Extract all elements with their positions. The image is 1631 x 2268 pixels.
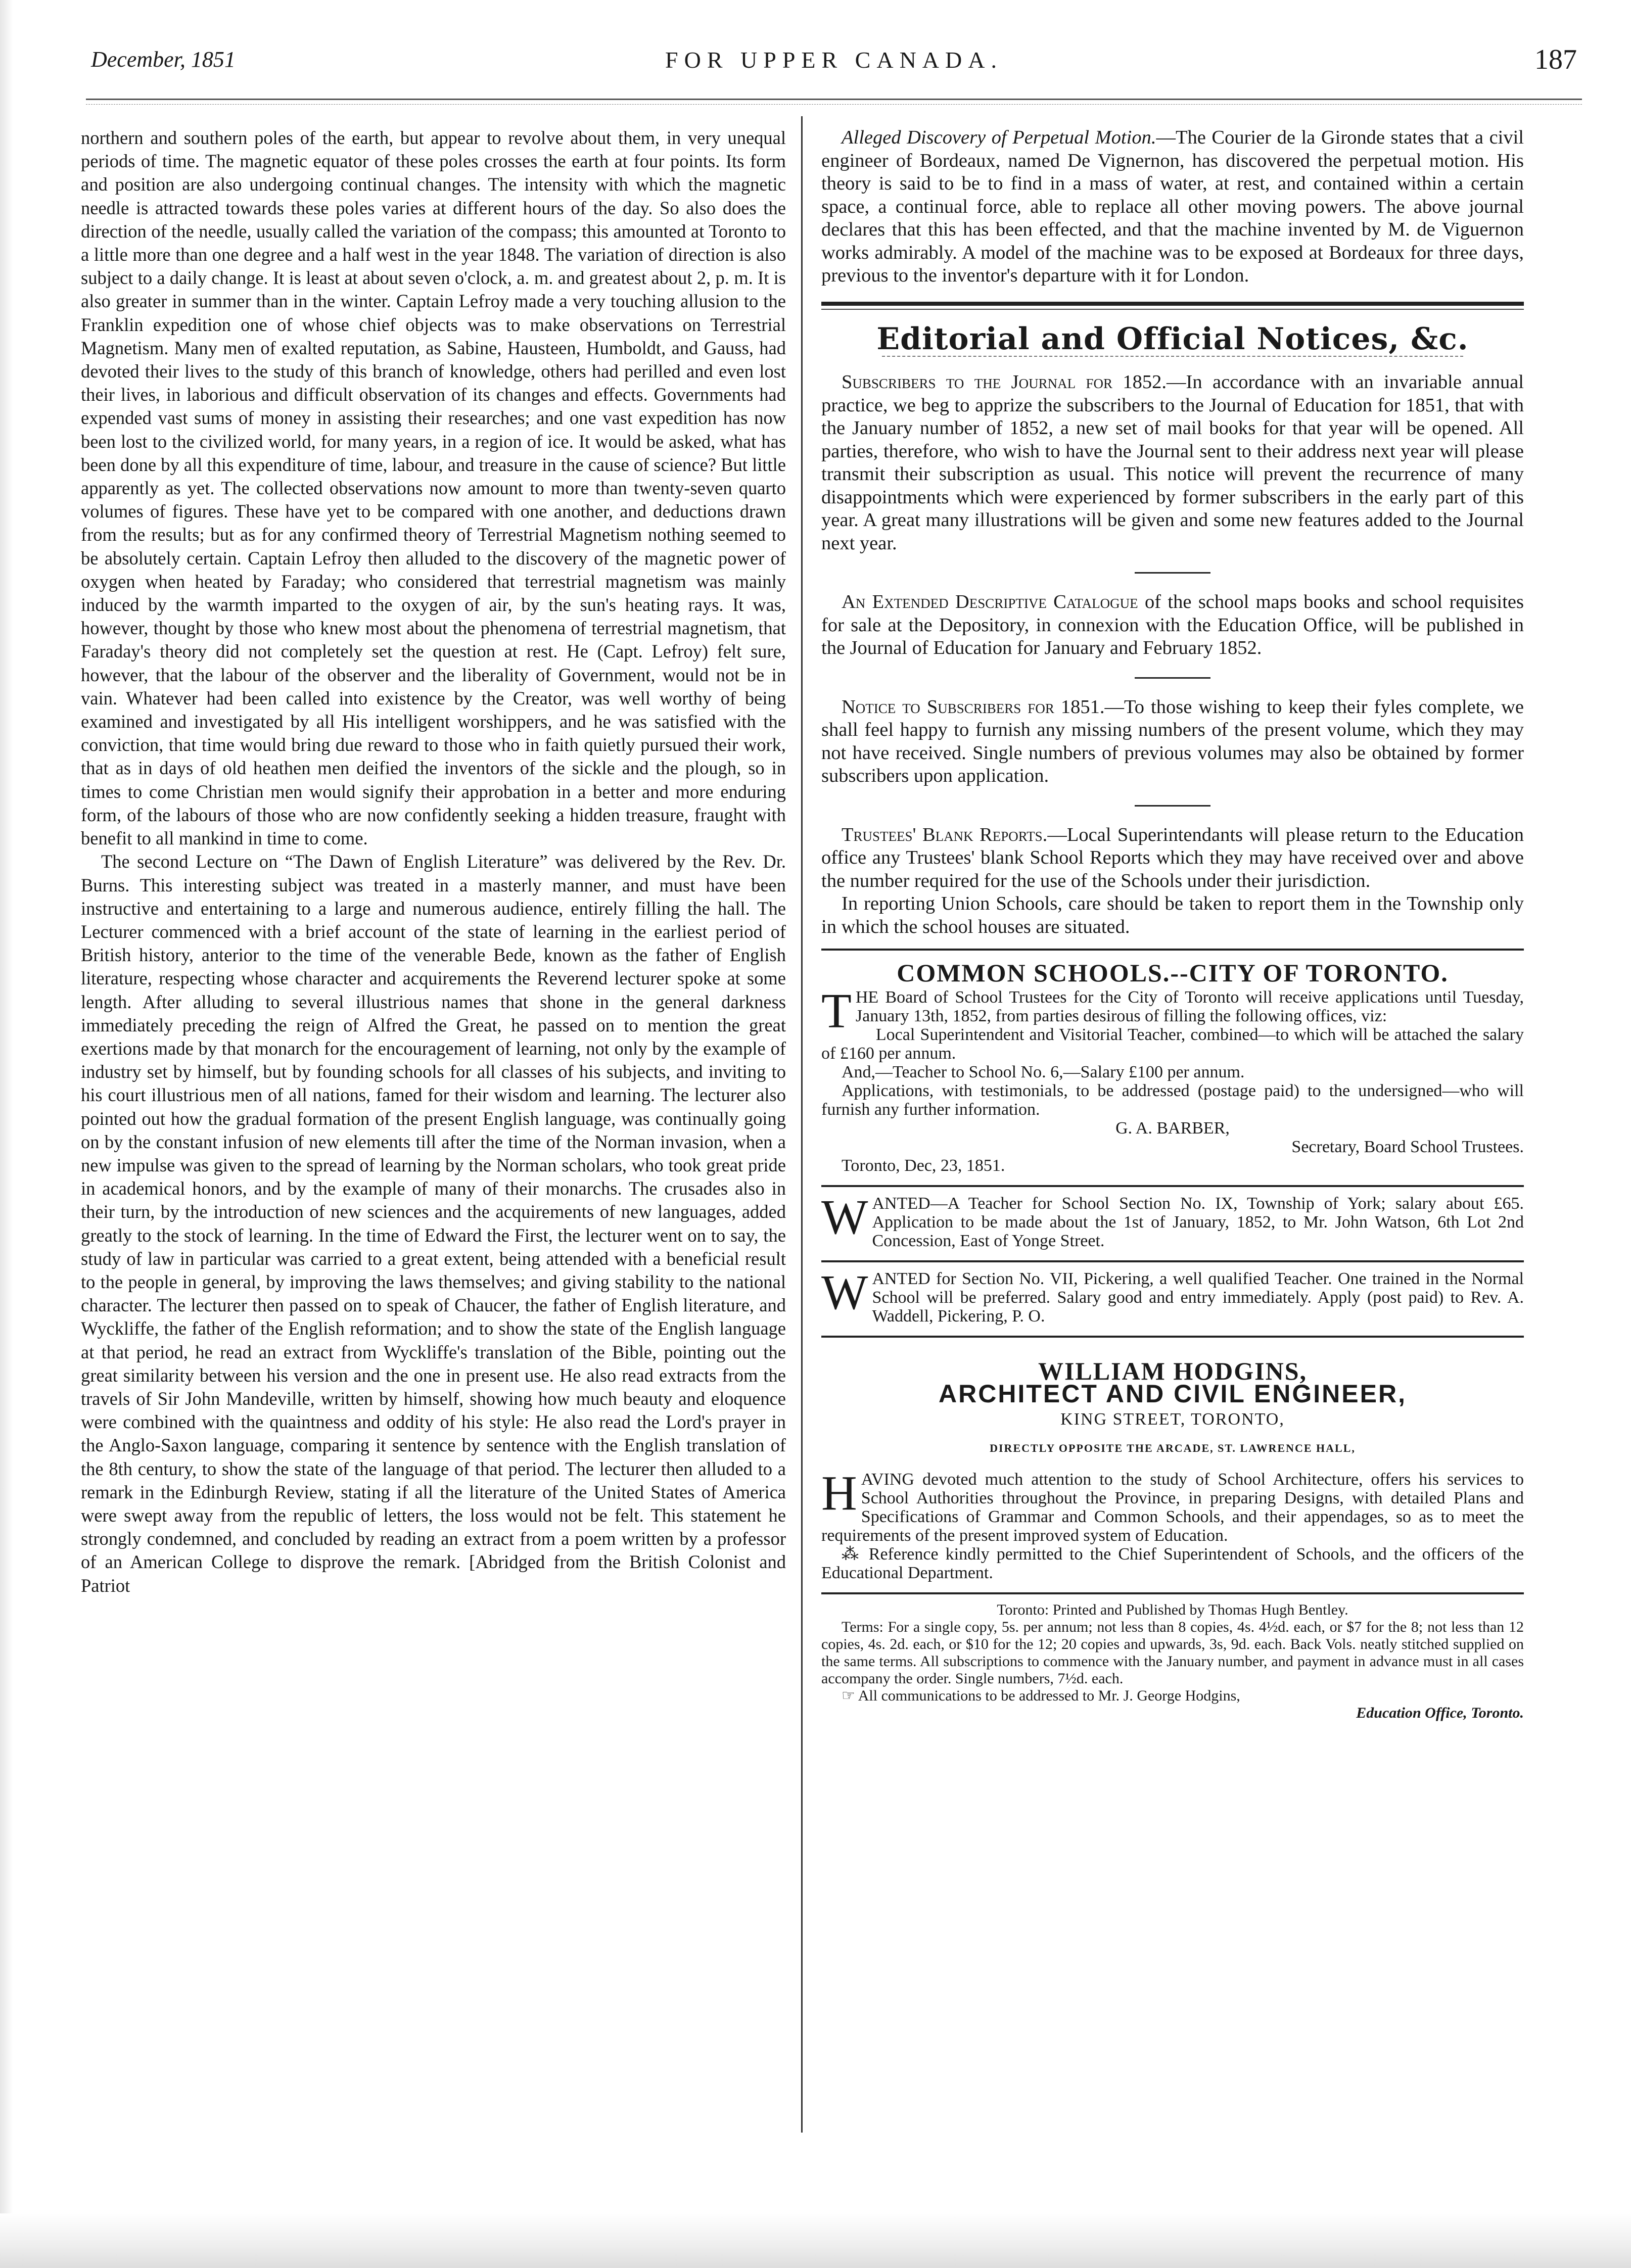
- column-divider: [801, 116, 803, 2133]
- editorial-section-title: Editorial and Official Notices, &c.: [876, 321, 1469, 357]
- header-rule: [86, 99, 1582, 100]
- advert-wanted-york: WANTED—A Teacher for School Section No. IX, Township of York; salary about £65. Application to be made about the 1st of January, 1852, to Mr. John Watson, 6th Lot 2nd Concession, East of Yonge Street.: [821, 1185, 1524, 1250]
- notice-divider: [1135, 805, 1210, 807]
- advert-william-hodgins: WILLIAM HODGINS, ARCHITECT AND CIVIL ENGINEER, KING STREET, TORONTO, DIRECTLY OPPOSITE THE ARCADE, ST. LAWRENCE HALL, HAVING devoted much attention to the study of School Architecture, offers his services to School Authorities throughout the Province, in preparing Designs, with detailed Plans and Specifications of Grammar and Common Schools, and their appendages, so as to meet the requirements of the present improved system of Education. ⁂ Reference kindly permitted to the Chief Superintendent of Schools, and the officers of the Educational Department.: [821, 1336, 1524, 1582]
- lecture-magnetism-paragraph: northern and southern poles of the earth, but appear to revolve about them, in very unequal periods of time. The magnetic equator of these poles crosses the earth at four points. Its form and position are also undergoing continual changes. The intensity with which the magnetic needle is attracted towards these poles varies at different hours of the day. So also does the direction of the needle, usually called the variation of the compass; this amounted at Toronto to a little more than one degree and a half west in the year 1848. The variation of direction is also subject to a daily change. It is least at about seven o'clock, a. m. and greatest about 2, p. m. It is also greater in summer than in the winter. Captain Lefroy made a very touching allusion to the Franklin expedition one of whose chief objects was to make observations on Terrestrial Magnetism. Many men of exalted reputation, as Sabine, Hausteen, Humboldt, and Gauss, had devoted their lives to the study of this branch of knowledge, others had perilled and even lost their lives, in laborious and difficult observation of its changes and effects. Governments had expended vast sums of money in assisting their researches; and one vast expedition has now been lost to the civilized world, for many years, in a region of ice. It would be asked, what has been done by all this expenditure of time, labour, and treasure in the cause of science? But little apparently as yet. The collected observations now amount to more than twenty-seven quarto volumes of figures. These have yet to be compared with one another, and deductions drawn from the results; but as for any confirmed theory of Terrestrial Magnetism nothing seemed to be absolutely certain. Captain Lefroy then alluded to the discovery of the magnetic power of oxygen when heated by Faraday; who considered that terrestrial magnetism was mainly induced by the warmth imparted to the oxygen of air, by the sun's heating rays. It was, however, thought by those who knew most about the phenomena of terrestrial magnetism, that Faraday's theory did not completely set the question at rest. He (Capt. Lefroy) felt sure, however, that the labour of the observer and the liberality of Government, would not be in vain. Whatever had been called into existence by the Creator, was well worthy of being examined and investigated by all His intelligent worshippers, and he was satisfied with the conviction, that time would bring due reward to those who in faith quietly pursued their work, that as in days of old heathen men deified the inventors of the sickle and the plough, so in times to come Christian men would signify their approbation in a better and more enduring form, of the labours of those who are now confidently seeking a hidden treasure, fraught with benefit to all mankind in time to come.: [81, 127, 786, 849]
- notice-divider: [1135, 572, 1210, 574]
- drop-cap: W: [821, 1265, 868, 1320]
- page-left-shadow: [0, 0, 13, 2268]
- advert-common-schools: [821, 949, 1524, 1175]
- advert-profession: ARCHITECT AND CIVIL ENGINEER,: [939, 1380, 1407, 1408]
- advert-body: THE Board of School Trustees for the City of Toronto will receive applications until Tuesday, January 13th, 1852, from parties desirous of filling the following offices, viz: Local Superintendent and Visitorial Teacher, combined—to which will be attached the salary of £160 per annum. And,—Teacher to School No. 6,—Salary £100 per annum. Applications, with testimonials, to be addressed (postage paid) to the undersigned—who will furnish any further information. G. A. BARBER, Secretary, Board School Trustees. Toronto, Dec, 23, 1851.: [821, 983, 1524, 1175]
- advert-title: COMMON SCHOOLS.--CITY OF TORONTO.: [897, 959, 1449, 987]
- notice-body: —To those wishing to keep their fyles complete, we shall feel happy to furnish any missing numbers of the present volume, which they may not have received. Single numbers of previous volumes may also be obtained by former subscribers upon application.: [821, 696, 1524, 786]
- advert-direction: DIRECTLY OPPOSITE THE ARCADE, ST. LAWRENCE HALL,: [990, 1442, 1356, 1454]
- notice-catalogue: [821, 591, 1524, 660]
- imprint-printer: Toronto: Printed and Published by Thomas Hugh Bentley.: [997, 1601, 1348, 1618]
- notice-heading: An Extended Descriptive Catalogue: [842, 591, 1138, 612]
- lecture-english-literature-paragraph: The second Lecture on “The Dawn of English Literature” was delivered by the Rev. Dr. Burns. This interesting subject was treated in a masterly manner, and must have been instructive and entertaining to a large and numerous audience, entirely filling the hall. The Lecturer commenced with a brief account of the state of learning in the earliest period of British history, anterior to the time of the venerable Bede, known as the father of English literature, respecting whose character and acquirements the Reverend lecturer spoke at some length. After alluding to several illustrious names that shone in the general darkness immediately preceding the reign of Alfred the Great, he passed on to mention the great exertions made by that monarch for the encouragement of learning, not only by the example of industry set by himself, but by founding schools for all classes of his subjects, and inviting to his court illustrious men of all nations, famed for their wisdom and learning. The lecturer also pointed out how the gradual formation of the present English language, was continually going on by the constant infusion of new elements till after the time of the Norman invasion, when a new impulse was given to the spread of learning by the Norman scholars, who took great pride in academical honors, and by the example of many of their monarchs. The crusades also in their turn, by the introduction of new sciences and the acquirements of new languages, added greatly to the stock of learning. In the time of Edward the First, the lecturer went on to say, the study of law in particular was carried to a great extent, being attended with a beneficial result to the people in general, by improving the laws themselves; and giving stability to the national character. The lecturer then passed on to speak of Chaucer, the father of English literature, and Wyckliffe, the father of the English reformation; and to show the state of the English language at that period, he read an extract from Wyckliffe's translation of the Bible, pointing out the great similarity between his version and the one in present use. He also read extracts from the travels of Sir John Mandeville, written by himself, showing how much beauty and eloquence were combined with the quaintness and oddity of his style: He also read the Lord's prayer in the Anglo-Saxon language, comparing it sentence by sentence with the English translation of the 8th century, to show the state of the language of that period. The lecturer then alluded to a remark in the Edinburgh Review, stating if all the literature of the United States of America were swept away from the republic of letters, the loss would not be felt. This statement he strongly condemned, and concluded by reading an extract from a poem written by a professor of an American College to disprove the remark. [Abridged from the British Colonist and Patriot: [81, 851, 786, 1596]
- page-bottom-edge: [0, 2213, 1631, 2268]
- notice-body: —Local Superintendants will please return to the Education office any Trustees' blank School Reports which they may have received over and above the number required for the use of the Schools under their jurisdiction.: [821, 824, 1524, 891]
- perpetual-motion-title: Alleged Discovery of Perpetual Motion.: [842, 127, 1156, 148]
- left-column: [81, 126, 786, 1597]
- imprint-office: Education Office, Toronto.: [1356, 1704, 1524, 1721]
- header-date: December, 1851: [91, 47, 236, 72]
- drop-cap: W: [821, 1190, 868, 1245]
- advert-address: KING STREET, TORONTO,: [1060, 1409, 1285, 1429]
- header-rule-dashed: [86, 104, 1582, 105]
- perpetual-motion-article: [821, 126, 1524, 288]
- advert-date: Toronto, Dec, 23, 1851.: [842, 1156, 1005, 1175]
- section-rule-thick: [821, 302, 1524, 306]
- imprint-contact: ☞ All communications to be addressed to Mr. J. George Hodgins,: [842, 1687, 1240, 1704]
- perpetual-motion-body: —The Courier de la Gironde states that a civil engineer of Bordeaux, named De Vignernon, has discovered the perpetual motion. His theory is said to be to find in a mass of water, at rest, and contained within a certain space, a continual force, able to replace all other moving powers. The above journal declares that this has been effected, and that the machine invented by M. de Viguernon works admirably. A model of the machine was to be exposed at Bordeaux for three days, previous to the inventor's departure with it for London.: [821, 127, 1524, 286]
- notice-heading: Subscribers to the Journal for 1852.: [842, 371, 1167, 393]
- notice-union-schools: In reporting Union Schools, care should be taken to report them in the Township only in which the school houses are situated.: [821, 893, 1524, 937]
- header-title: FOR UPPER CANADA.: [665, 47, 1003, 73]
- advert-signature-title: Secretary, Board School Trustees.: [1291, 1137, 1524, 1156]
- notice-heading: Notice to Subscribers for 1851.: [842, 696, 1105, 718]
- advert-signature: G. A. BARBER,: [1115, 1118, 1230, 1138]
- section-rule-thin: [821, 309, 1524, 310]
- right-column: [821, 126, 1524, 1722]
- notice-body: —In accordance with an invariable annual practice, we beg to apprize the subscribers to the Journal of Education for 1851, that with the January number of 1852, a new set of mail books for that year will be opened. All parties, therefore, who wish to have the Journal sent to their address next year will please transmit their subscription as usual. This notice will prevent the recurrence of many disappointments which were experienced by former subscribers in the early part of this year. A great many illustrations will be given and some new features added to the Journal next year.: [821, 371, 1524, 554]
- page-number: 187: [1534, 44, 1577, 75]
- notice-subscribers-1852: [821, 371, 1524, 555]
- notice-subscribers-1851: [821, 696, 1524, 788]
- notice-trustees-reports: [821, 824, 1524, 893]
- notice-divider: [1135, 677, 1210, 679]
- notice-body: of the school maps books and school requisites for sale at the Depository, in connexion with the Education Office, will be published in the Journal of Education for January and February 1852.: [821, 591, 1524, 658]
- running-header: [91, 46, 1577, 87]
- drop-cap: T: [821, 983, 852, 1038]
- advert-wanted-pickering: WANTED for Section No. VII, Pickering, a well qualified Teacher. One trained in the Normal School will be preferred. Salary good and entry immediately. Apply (post paid) to Rev. A. Waddell, Pickering, P. O.: [821, 1260, 1524, 1326]
- drop-cap: H: [821, 1466, 857, 1521]
- imprint-footer: [821, 1592, 1524, 1722]
- imprint-terms: Terms: For a single copy, 5s. per annum; not less than 8 copies, 4s. 4½d. each, or $7 for the 8; not less than 12 copies, 4s. 2d. each, or $10 for the 12; 20 copies and upwards, 3s, 9d. each. Back Vols. neatly stitched supplied on the same terms. All subscriptions to commence with the January number, and payment in advance must in all cases accompany the order. Single numbers, 7½d. each.: [821, 1618, 1524, 1687]
- notice-heading: Trustees' Blank Reports.: [842, 824, 1048, 845]
- advert-name: WILLIAM HODGINS,: [1038, 1356, 1308, 1385]
